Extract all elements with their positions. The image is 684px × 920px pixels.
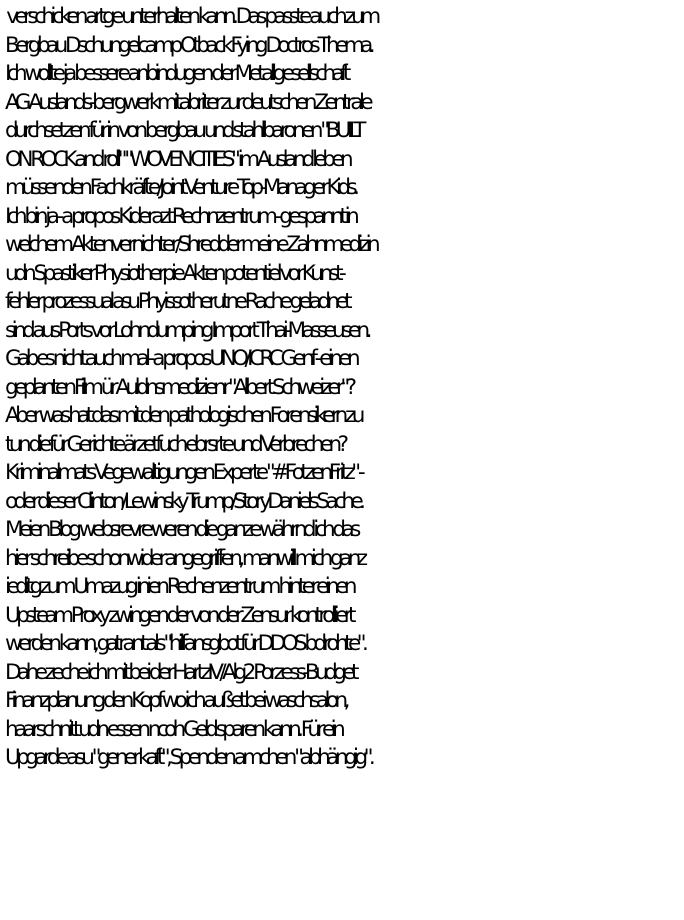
text-line: udn Spastiker Physiotherpie Akten potentiel vor Kunst- [5, 260, 343, 286]
text-line: ieditg zum Umazug inien Rechenzentrum hinter einen [5, 574, 353, 599]
text-line: welchem Aktenvernichter/Shredder meine Zahnmedizin [5, 232, 377, 257]
text-line: Gab es nicht auch mal - a propos UNO/ICRC Genf - einen [5, 346, 357, 371]
text-line: Ich bin ja - a propos Kiderazt Rechnzentrum - gespannt in [5, 203, 356, 229]
text-line: Upsteam Proxy zwingen der von der Zensur kontrolliert [5, 602, 352, 628]
text-line: Finanzplanung den Kopf wo ich außet bei waschsalon, [5, 688, 346, 713]
text-line: Bergbau Dschungelcamp Otback Fying Doctros Thema. [5, 32, 372, 58]
text-line: ON ROCK and roll" "WOVEN CITIES" im Ausland leben [5, 146, 350, 172]
text-line: AG Auslands-bergwerkmitabriter zur deutschen Zentrale [5, 89, 370, 115]
text-line: haarschnitt udn essen ncoh Geld sparen kann. Für ein [5, 716, 342, 742]
text-line: Aber was hat das mit den pathologischen Forensikern zu [5, 403, 361, 428]
text-line: geplanten Film ür Auldnsmedizienr "Albert Schweizer"? [5, 374, 353, 400]
text-line: Upgarde asu "gener kaft", Spenden amchen "abhängig". [5, 745, 372, 770]
document-body [5, 3, 681, 773]
text-line: werden kann, gatrant als "hilfansgbot für DDOS bdrohte". [5, 631, 365, 656]
text-line: oder dieser Clinton/Lewinsky Trump/StoryDaniels Sache. [5, 488, 362, 514]
text-line: Ich wollte ja bessere anbindugen der Metallgesellschaft [5, 61, 347, 86]
text-line: Kriminalmats Vegewaltigungen Experte "#FotzenFritz" - [5, 460, 362, 485]
text-line: Meien Blog websrevre weren die ganze währnd ich das [5, 517, 357, 542]
text-line: Dahe zeche ich mit bei der HartzIV/Alg2 Porzess-Budget [5, 659, 355, 685]
text-line: hier schreibe schonwider angegriffen, manwill mich ganz [5, 545, 364, 571]
text-line: fehler prozessual asu Phyissotherutne Rache geladnet [5, 289, 349, 314]
text-line: müssenden Fachkräfte/JointVenture Top-Manager Kids. [5, 175, 356, 200]
text-line: tun die für Gerichte ärzetfuch ebrsrte und Verbrechen? [5, 431, 345, 457]
text-line: sind aus Ports vor Lohndumping Import Thai-Masseusen. [5, 317, 368, 343]
text-line: durchsetzen für in von bergbau und stahlbaronen "BUILT [5, 118, 362, 143]
text-line: verschicken artge unterhalten kann. Das passte auch zum [5, 4, 377, 29]
